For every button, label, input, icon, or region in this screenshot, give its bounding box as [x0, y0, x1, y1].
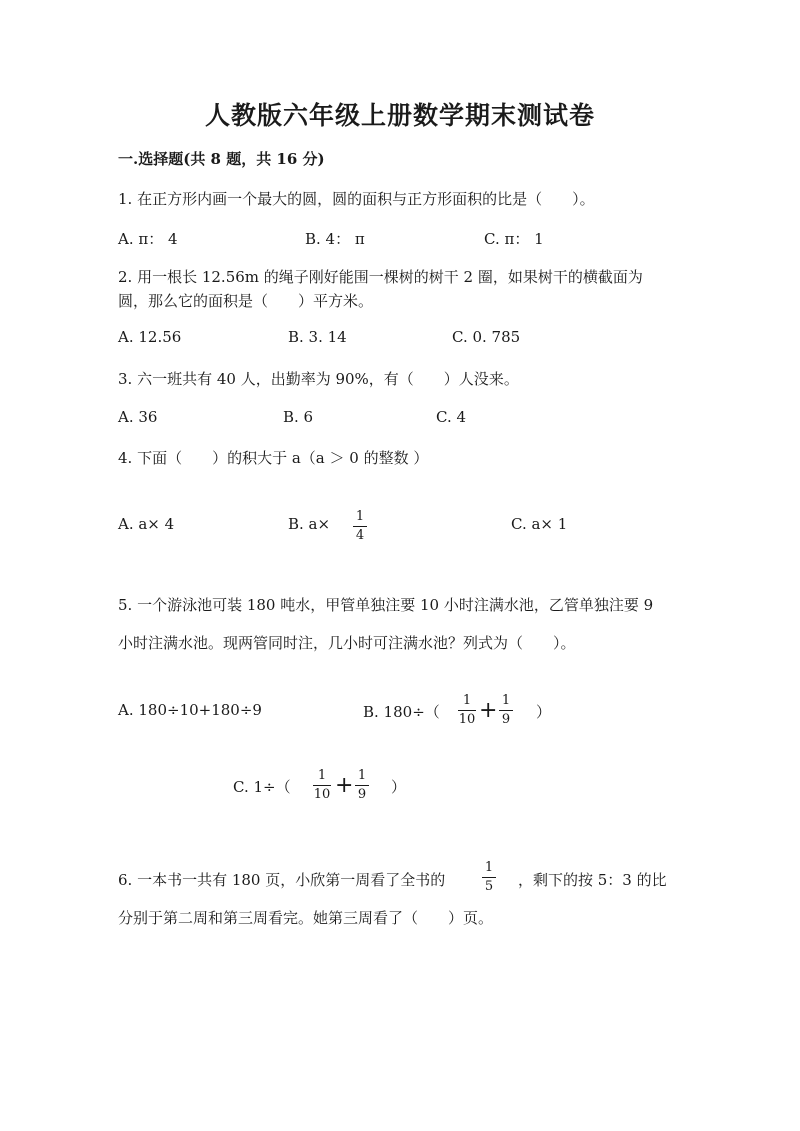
fraction-denominator: 5	[484, 879, 494, 894]
q6-fraction	[482, 861, 496, 894]
q5-option-b-suffix: ）	[536, 703, 552, 721]
q1-option-b: B. 4： π	[305, 230, 365, 248]
fraction-bar	[313, 785, 331, 786]
q1-option-a: A. π： 4	[118, 230, 178, 248]
fraction-bar	[355, 785, 369, 786]
q3-option-a: A. 36	[118, 408, 158, 426]
q5-option-b-fraction-2	[499, 694, 513, 727]
fraction-denominator: 10	[458, 712, 476, 727]
q5-option-c-suffix: ）	[391, 778, 407, 796]
question-4: 4. 下面（ ）的积大于 a（a ＞ 0 的整数 ）	[118, 449, 429, 467]
q4-option-c: C. a× 1	[511, 515, 568, 533]
q3-option-c: C. 4	[436, 408, 467, 426]
fraction-denominator: 10	[313, 787, 331, 802]
question-6-line-1-b: ，剩下的按 5：3 的比	[518, 871, 667, 889]
question-1: 1. 在正方形内画一个最大的圆，圆的面积与正方形面积的比是（ ）。	[118, 190, 595, 208]
fraction-denominator: 4	[355, 528, 365, 543]
question-2-line-2: 圆，那么它的面积是（ ）平方米。	[118, 292, 374, 310]
q5-option-c-prefix: C. 1÷（	[233, 778, 291, 796]
q2-option-c: C. 0. 785	[452, 328, 521, 346]
fraction-numerator: 1	[317, 768, 327, 783]
plus-sign: +	[335, 773, 354, 798]
q5-option-b-prefix: B. 180÷（	[363, 703, 440, 721]
fraction-denominator: 9	[357, 787, 367, 802]
question-5-line-1: 5. 一个游泳池可装 180 吨水，甲管单独注要 10 小时注满水池，乙管单独注要 9	[118, 596, 654, 614]
section-heading: 一.选择题(共 8 题，共 16 分)	[118, 150, 325, 168]
question-5-line-2: 小时注满水池。现两管同时注，几小时可注满水池？列式为（ ）。	[118, 634, 576, 652]
question-3: 3. 六一班共有 40 人，出勤率为 90%，有（ ）人没来。	[118, 370, 519, 388]
q4-option-b-fraction	[353, 510, 367, 543]
q1-option-c: C. π： 1	[484, 230, 544, 248]
question-2-line-1: 2. 用一根长 12.56m 的绳子刚好能围一棵树的树干 2 圈，如果树干的横截面为	[118, 268, 643, 286]
fraction-bar	[482, 877, 496, 878]
q5-option-c-fraction-1	[313, 769, 331, 802]
fraction-bar	[499, 710, 513, 711]
fraction-numerator: 1	[484, 860, 494, 875]
plus-sign: +	[479, 698, 498, 723]
q4-option-a: A. a× 4	[118, 515, 175, 533]
q2-option-b: B. 3. 14	[288, 328, 347, 346]
fraction-bar	[458, 710, 476, 711]
page-title: 人教版六年级上册数学期末测试卷	[204, 101, 595, 130]
question-6-line-2: 分别于第二周和第三周看完。她第三周看了（ ）页。	[118, 909, 494, 927]
question-6-line-1-a: 6. 一本书一共有 180 页，小欣第一周看了全书的	[118, 871, 446, 889]
q4-option-b: B. a×	[288, 515, 331, 533]
q5-option-c-fraction-2	[355, 769, 369, 802]
fraction-bar	[353, 526, 367, 527]
fraction-numerator: 1	[357, 768, 367, 783]
q5-option-a: A. 180÷10+180÷9	[118, 701, 262, 719]
fraction-numerator: 1	[501, 693, 511, 708]
q2-option-a: A. 12.56	[118, 328, 182, 346]
fraction-numerator: 1	[355, 509, 365, 524]
q5-option-b-fraction-1	[458, 694, 476, 727]
fraction-denominator: 9	[501, 712, 511, 727]
fraction-numerator: 1	[462, 693, 472, 708]
q3-option-b: B. 6	[283, 408, 314, 426]
